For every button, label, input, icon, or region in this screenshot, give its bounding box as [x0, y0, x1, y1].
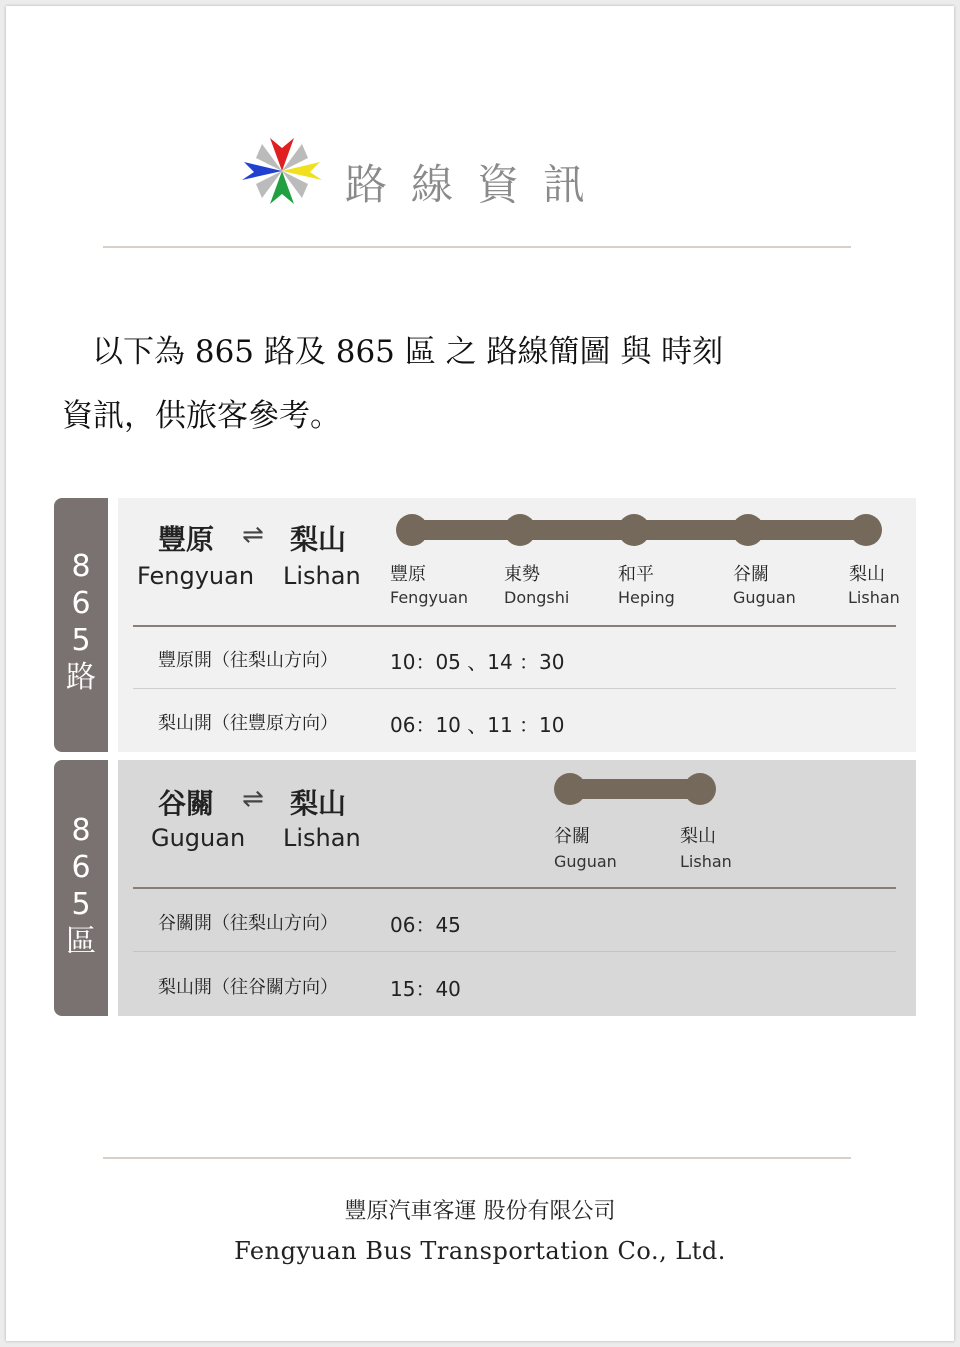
stop-name-en: Fengyuan [390, 588, 469, 607]
endpoint-from-en: Guguan [151, 824, 246, 852]
stop-name-zh: 梨山 [680, 826, 716, 847]
stop-marker [850, 514, 882, 546]
route-tab-char: 5 [71, 887, 91, 922]
schedule-row-times: 06：10 、11 ：10 [390, 713, 565, 737]
header-divider [103, 246, 851, 248]
endpoint-to-zh: 梨山 [290, 523, 347, 556]
endpoint-from-en: Fengyuan [137, 562, 255, 590]
route-tab-865-district [54, 760, 108, 1016]
stop-name-zh: 谷關 [733, 564, 769, 585]
section-divider [133, 887, 896, 889]
route-tab-char: 8 [71, 549, 91, 584]
footer-divider [103, 1157, 851, 1159]
route-tab-char: 8 [71, 813, 91, 848]
schedule-row-times: 06：45 [390, 913, 461, 937]
schedule-row-label: 梨山開（往豐原方向） [158, 713, 338, 734]
bidirectional-arrow-icon: ⇌ [242, 784, 264, 814]
row-divider [133, 688, 896, 689]
route-tab-char: 區 [66, 924, 96, 959]
endpoint-to-en: Lishan [283, 824, 361, 852]
route-tab-char: 6 [71, 850, 91, 885]
stop-name-zh: 豐原 [390, 564, 426, 585]
stop-name-zh: 梨山 [849, 564, 885, 585]
stop-name-en: Lishan [848, 588, 900, 607]
schedule-row-label: 豐原開（往梨山方向） [158, 650, 338, 671]
stop-name-en: Guguan [733, 588, 796, 607]
route-tab-char: 6 [71, 586, 91, 621]
company-name-zh: 豐原汽車客運 股份有限公司 [344, 1199, 616, 1224]
company-name-en: Fengyuan Bus Transportation Co., Ltd. [234, 1237, 726, 1265]
route-tab-char: 5 [71, 623, 91, 658]
stop-name-en: Heping [618, 588, 675, 607]
stop-name-en: Guguan [554, 852, 617, 871]
stop-name-zh: 東勢 [504, 564, 540, 585]
route-tab-char: 路 [66, 660, 96, 695]
stop-marker [396, 514, 428, 546]
pinwheel-logo-icon [240, 136, 324, 206]
page-title: 路線資訊 [345, 160, 610, 209]
intro-line-2: 資訊，供旅客參考。 [62, 398, 341, 434]
schedule-row-times: 10：05 、14 ：30 [390, 650, 565, 674]
schedule-row-times: 15：40 [390, 977, 461, 1001]
intro-line-1: 以下為 865 路及 865 區 之 路線簡圖 與 時刻 [92, 334, 724, 370]
route-panel-865-district [118, 760, 916, 1016]
route-tab-865-road [54, 498, 108, 752]
bidirectional-arrow-icon: ⇌ [242, 520, 264, 550]
route-panel-865-road [118, 498, 916, 752]
row-divider [133, 951, 896, 952]
stop-marker [684, 773, 716, 805]
stop-name-en: Dongshi [504, 588, 570, 607]
schedule-row-label: 谷關開（往梨山方向） [158, 913, 338, 934]
stop-name-zh: 和平 [618, 564, 654, 585]
stop-marker [504, 514, 536, 546]
endpoint-from-zh: 豐原 [158, 523, 215, 556]
endpoint-to-zh: 梨山 [290, 787, 347, 820]
route-line [570, 779, 700, 799]
stop-marker [732, 514, 764, 546]
stop-marker [618, 514, 650, 546]
stop-name-en: Lishan [680, 852, 732, 871]
section-divider [133, 625, 896, 627]
stop-marker [554, 773, 586, 805]
schedule-row-label: 梨山開（往谷關方向） [158, 977, 338, 998]
endpoint-from-zh: 谷關 [158, 787, 215, 820]
stop-name-zh: 谷關 [554, 826, 590, 847]
endpoint-to-en: Lishan [283, 562, 361, 590]
